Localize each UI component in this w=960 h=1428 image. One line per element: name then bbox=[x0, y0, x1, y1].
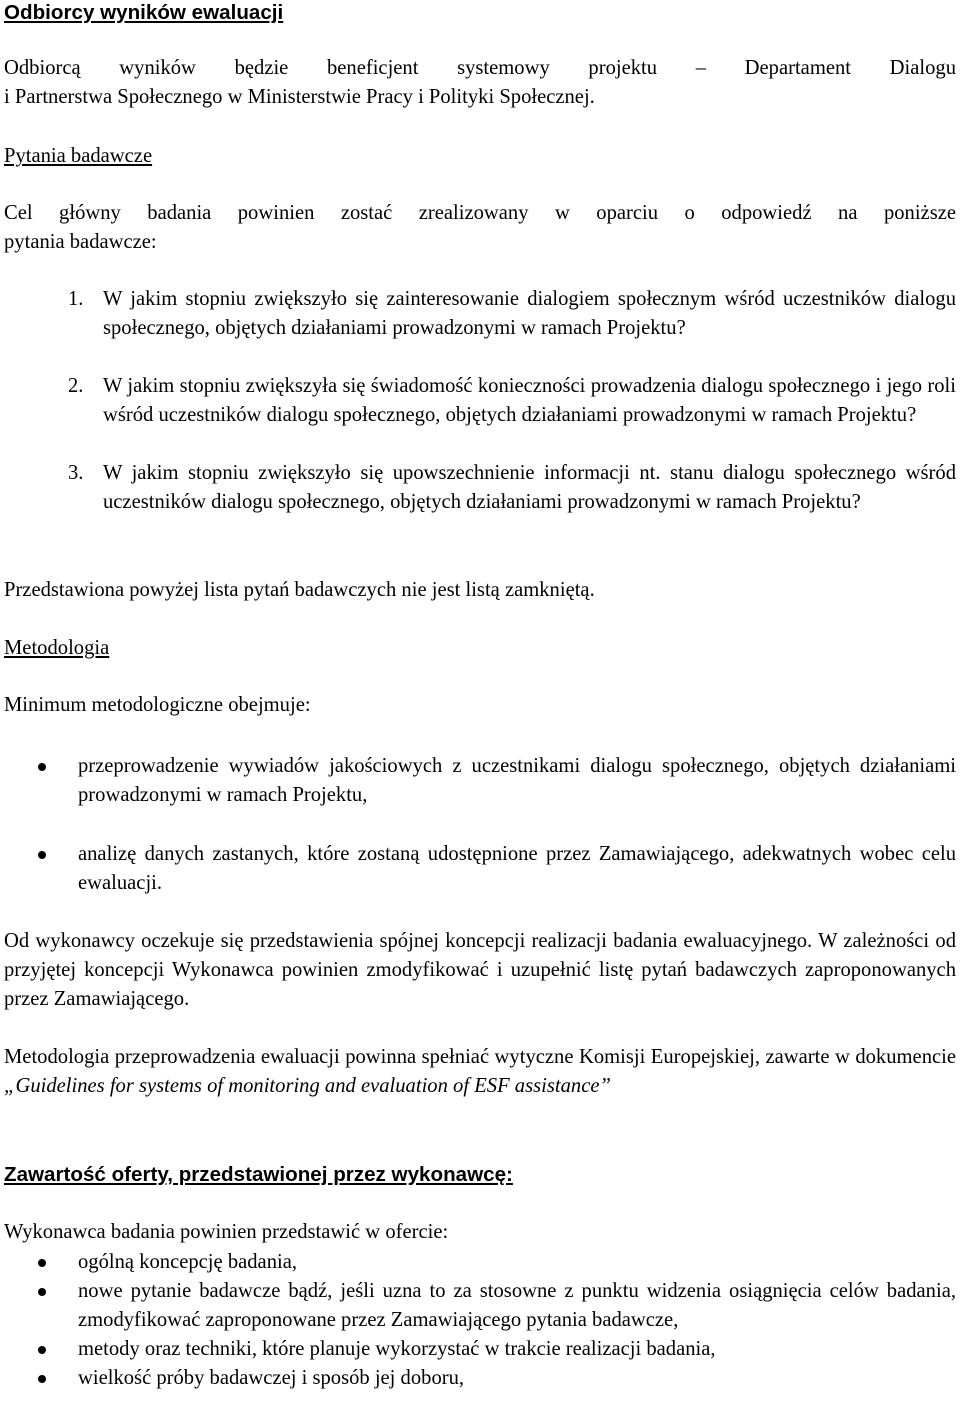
bullet-text: metody oraz techniki, które planuje wykorzystać w trakcie realizacji badania, bbox=[78, 1338, 716, 1360]
guidelines-title: „Guidelines for systems of monitoring and evaluation of ESF assistance” bbox=[4, 1075, 611, 1097]
question-text: W jakim stopniu zwiększyło się upowszechnienie informacji nt. stanu dialogu społecznego wśród uczestników dialogu społecznego, objętych działaniami prowadzonymi w ramach Projektu? bbox=[103, 462, 956, 513]
question-number: 2. bbox=[68, 375, 84, 397]
question-text: W jakim stopniu zwiększyła się świadomość konieczności prowadzenia dialogu społecznego i jego roli wśród uczestników dialogu społecznego, objętych działaniami prowadzonymi w ramach Projektu? bbox=[103, 375, 956, 426]
recipients-body-line2: i Partnerstwa Społecznego w Ministerstwie Pracy i Polityki Społecznej. bbox=[4, 86, 595, 108]
questions-intro-line1: Cel główny badania powinien zostać zrealizowany w oparciu o odpowiedź na poniższe bbox=[4, 202, 956, 224]
question-text: W jakim stopniu zwiększyło się zainteresowanie dialogiem społecznym wśród uczestników dialogu społecznego, objętych działaniami prowadzonymi w ramach Projektu? bbox=[103, 288, 956, 339]
questions-intro-line2: pytania badawcze: bbox=[4, 231, 157, 253]
methodology-intro: Minimum metodologiczne obejmuje: bbox=[4, 694, 311, 716]
bullet-dot bbox=[38, 1346, 46, 1354]
recipients-body-line1: Odbiorcą wyników będzie beneficjent systemowy projektu – Departament Dialogu bbox=[4, 57, 956, 79]
recipients-heading: Odbiorcy wyników ewaluacji bbox=[4, 1, 284, 24]
question-number: 1. bbox=[68, 288, 84, 310]
research-question bbox=[4, 285, 956, 372]
offer-bullet bbox=[4, 1277, 956, 1335]
offer-heading: Zawartość oferty, przedstawionej przez wykonawcę: bbox=[4, 1163, 513, 1186]
bullet-dot bbox=[38, 1259, 46, 1267]
bullet-text: nowe pytanie badawcze bądź, jeśli uznа to za stosowne z punktu widzenia osiągnięcia celów badania, zmodyfikować zaproponowane przez Zamawiającego pytania badawcze, bbox=[78, 1280, 956, 1331]
bullet-dot bbox=[38, 1288, 46, 1296]
offer-bullet bbox=[4, 1335, 956, 1364]
guidelines-intro-text: Metodologia przeprowadzenia ewaluacji powinna spełniać wytyczne Komisji Europejskiej, zawarte w dokumencie bbox=[4, 1046, 956, 1068]
questions-closing: Przedstawiona powyżej lista pytań badawczych nie jest listą zamkniętą. bbox=[4, 579, 595, 601]
bullet-text: wielkość próby badawczej i sposób jej doboru, bbox=[78, 1367, 465, 1389]
bullet-text: analizę danych zastanych, które zostaną udostępnione przez Zamawiającego, adekwatnych wobec celu ewaluacji. bbox=[78, 843, 956, 894]
questions-heading: Pytania badawcze bbox=[4, 145, 153, 167]
offer-intro: Wykonawca badania powinien przedstawić w ofercie: bbox=[4, 1221, 449, 1243]
research-question bbox=[4, 372, 956, 459]
bullet-text: przeprowadzenie wywiadów jakościowych z uczestnikami dialogu społecznego, objętych działaniami prowadzonymi w ramach Projektu, bbox=[78, 755, 956, 806]
methodology-bullet bbox=[4, 752, 956, 810]
methodology-bullets bbox=[4, 752, 956, 898]
bullet-dot bbox=[38, 851, 46, 859]
methodology-heading: Metodologia bbox=[4, 637, 110, 659]
offer-bullets bbox=[4, 1248, 956, 1393]
offer-bullet bbox=[4, 1364, 956, 1393]
bullet-dot bbox=[38, 1375, 46, 1383]
offer-bullet bbox=[4, 1248, 956, 1277]
bullet-dot bbox=[38, 763, 46, 771]
research-question bbox=[4, 459, 956, 517]
methodology-paragraph-2 bbox=[4, 1043, 956, 1101]
question-number: 3. bbox=[68, 462, 84, 484]
methodology-paragraph-1: Od wykonawcy oczekuje się przedstawienia spójnej koncepcji realizacji badania ewaluacyjnego. W zależności od przyjętej koncepcji Wykonawca powinien zmodyfikować i uzupełnić listę pytań badawczych zaproponowanych przez Zamawiającego. bbox=[4, 930, 956, 1010]
research-questions-list bbox=[4, 285, 956, 517]
methodology-bullet bbox=[4, 840, 956, 898]
bullet-text: ogólną koncepcję badania, bbox=[78, 1251, 297, 1273]
